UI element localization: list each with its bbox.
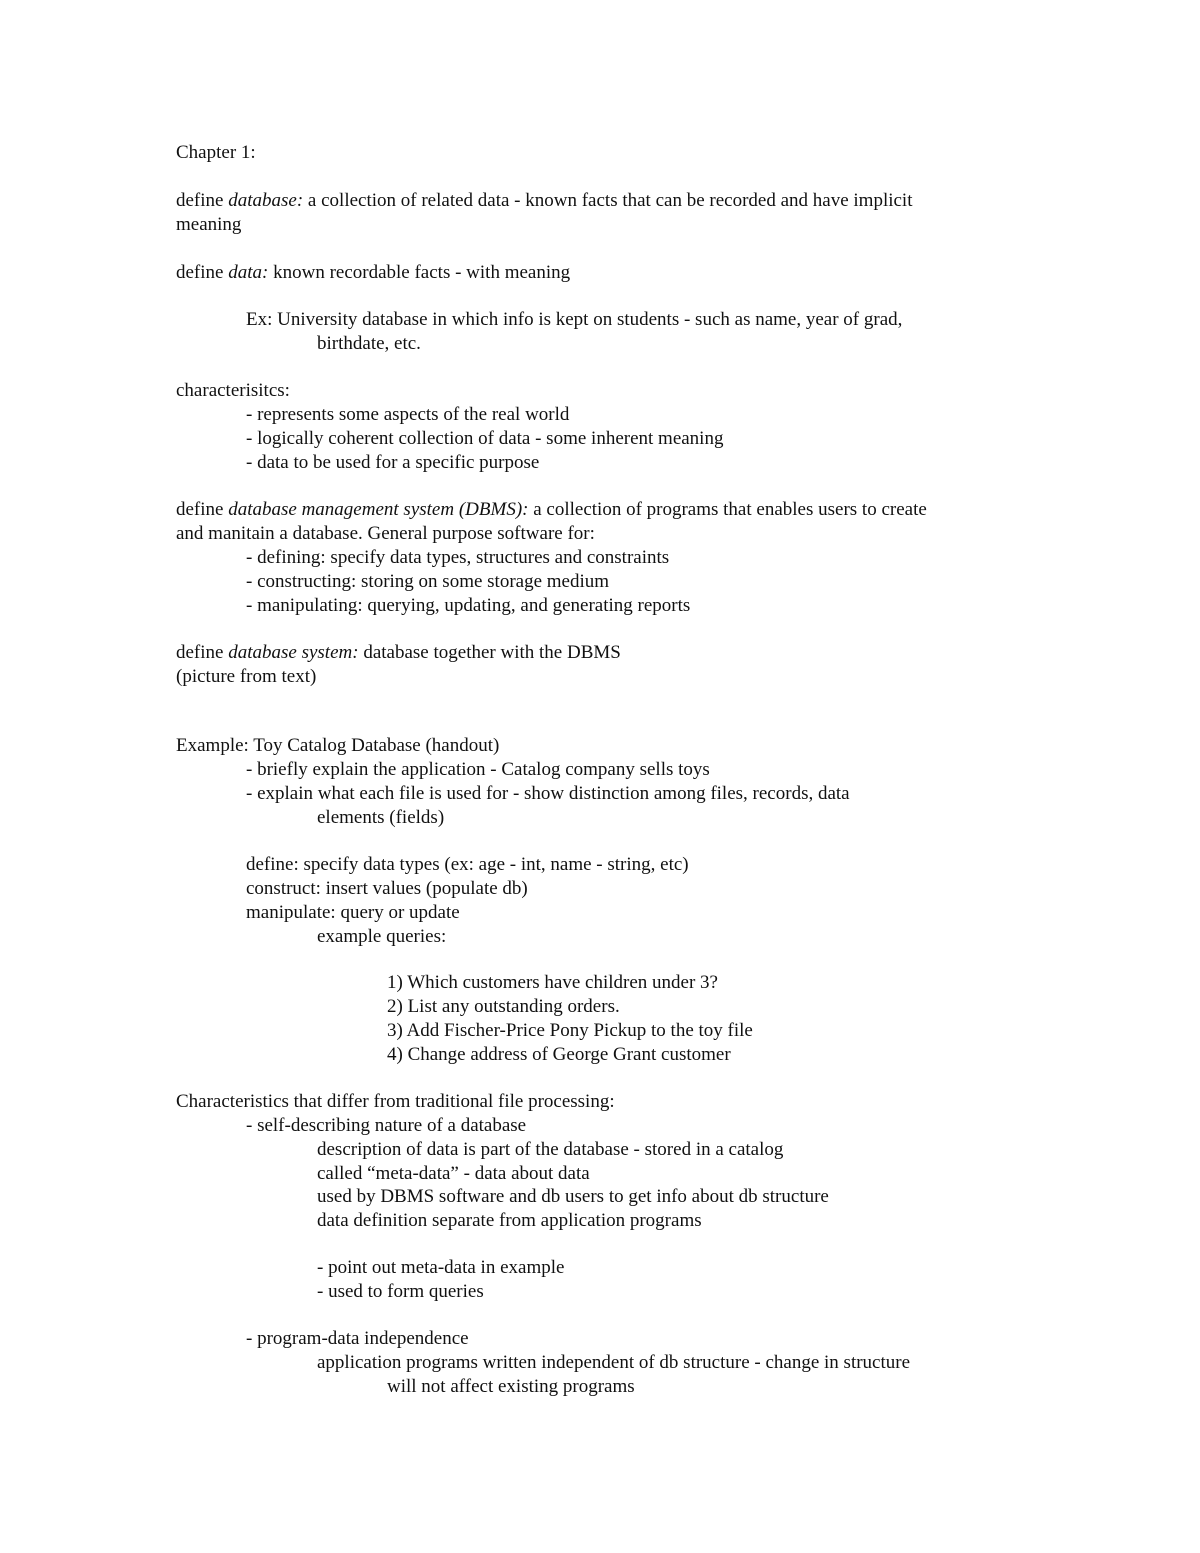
self-describing-note: - used to form queries — [317, 1281, 484, 1302]
db-system-definition — [176, 641, 621, 665]
list-item: - data to be used for a specific purpose — [246, 452, 540, 473]
defined-term: database management system (DBMS): — [228, 499, 529, 520]
defined-term: data: — [228, 262, 269, 283]
self-describing-line: description of data is part of the database - stored in a catalog — [317, 1139, 784, 1160]
definition-text: known recordable facts - with meaning — [268, 262, 571, 283]
define-step: define: specify data types (ex: age - int, name - string, etc) — [246, 854, 689, 875]
self-describing-line: used by DBMS software and db users to get info about db structure — [317, 1186, 829, 1207]
independence-line-continued: will not affect existing programs — [387, 1376, 635, 1397]
defined-term: database system: — [228, 642, 359, 663]
list-item: - represents some aspects of the real world — [246, 404, 570, 425]
list-item: - explain what each file is used for - show distinction among files, records, data — [246, 783, 850, 804]
list-item: - manipulating: querying, updating, and generating reports — [246, 595, 691, 616]
self-describing-title: - self-describing nature of a database — [246, 1115, 527, 1136]
characteristics-heading: characterisitcs: — [176, 380, 290, 401]
self-describing-line: called “meta-data” - data about data — [317, 1163, 590, 1184]
define-prefix: define — [176, 499, 229, 520]
example-line: Ex: University database in which info is kept on students - such as name, year of grad, — [246, 309, 903, 330]
queries-label: example queries: — [317, 926, 447, 947]
construct-step: construct: insert values (populate db) — [246, 878, 528, 899]
picture-note: (picture from text) — [176, 666, 317, 687]
list-item: - defining: specify data types, structures and constraints — [246, 547, 670, 568]
list-item: - logically coherent collection of data - some inherent meaning — [246, 428, 724, 449]
example-heading: Example: Toy Catalog Database (handout) — [176, 735, 500, 756]
query-item: 3) Add Fischer-Price Pony Pickup to the toy file — [387, 1020, 753, 1041]
list-item-continued: elements (fields) — [317, 807, 445, 828]
definition-text-continued: and manitain a database. General purpose software for: — [176, 523, 595, 544]
definition-text: database together with the DBMS — [358, 642, 621, 663]
query-item: 4) Change address of George Grant customer — [387, 1044, 731, 1065]
traditional-heading: Characteristics that differ from traditional file processing: — [176, 1091, 615, 1112]
dbms-definition — [176, 498, 927, 522]
database-definition — [176, 189, 913, 213]
manipulate-step: manipulate: query or update — [246, 902, 460, 923]
independence-title: - program-data independence — [246, 1328, 469, 1349]
definition-text-continued: meaning — [176, 214, 242, 235]
example-line-continued: birthdate, etc. — [317, 333, 421, 354]
define-prefix: define — [176, 642, 229, 663]
defined-term: database: — [228, 190, 304, 211]
query-item: 2) List any outstanding orders. — [387, 996, 620, 1017]
self-describing-line: data definition separate from application programs — [317, 1210, 702, 1231]
query-item: 1) Which customers have children under 3? — [387, 972, 718, 993]
define-prefix: define — [176, 190, 229, 211]
self-describing-note: - point out meta-data in example — [317, 1257, 565, 1278]
define-prefix: define — [176, 262, 229, 283]
chapter-heading: Chapter 1: — [176, 142, 256, 163]
independence-line: application programs written independent of db structure - change in structure — [317, 1352, 911, 1373]
definition-text: a collection of programs that enables users to create — [528, 499, 927, 520]
definition-text: a collection of related data - known facts that can be recorded and have implicit — [303, 190, 913, 211]
list-item: - constructing: storing on some storage medium — [246, 571, 610, 592]
data-definition — [176, 261, 570, 285]
list-item: - briefly explain the application - Catalog company sells toys — [246, 759, 710, 780]
